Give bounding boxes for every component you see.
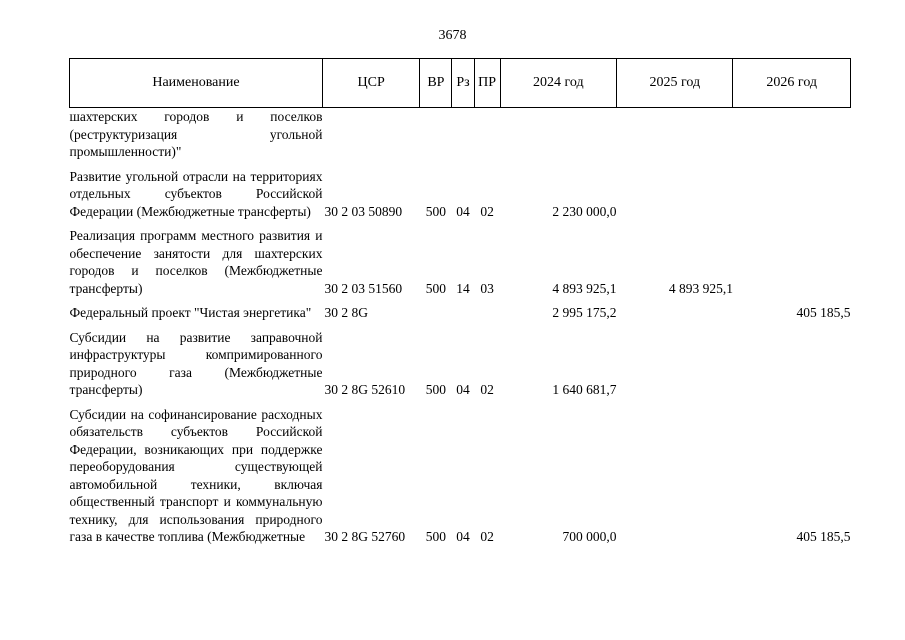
row-2024: 700 000,0 (562, 529, 617, 544)
row-csr: 30 2 8G (324, 305, 368, 320)
row-name: Субсидии на софинансирование расходных обязательств субъектов Российской Федерации, возникающих при поддержке переоборудования существующей автомобильной техники, включая общественный транспорт и коммунальную технику, для использования природного газа в качестве топлива (Межбюджетные (69, 406, 323, 544)
row-vr: 500 (425, 203, 446, 219)
row-pr: 02 (480, 529, 494, 544)
header-2024: 2024 год (500, 59, 616, 108)
row-vr: 500 (425, 280, 446, 296)
table-row (70, 161, 851, 221)
row-2024: 4 893 925,1 (552, 280, 617, 296)
row-name: шахтерских городов и поселков (реструктуризация угольной промышленности)" (69, 109, 323, 159)
row-vr (420, 108, 452, 161)
table-row (70, 297, 851, 322)
row-2025 (617, 108, 733, 161)
header-2026: 2026 год (733, 59, 851, 108)
header-rz: Рз (452, 59, 474, 108)
row-2026 (733, 322, 851, 399)
row-name: Федеральный проект "Чистая энергетика" (69, 305, 312, 320)
row-rz: 04 (456, 529, 470, 544)
row-vr: 500 (425, 382, 446, 397)
page-number: 3678 (438, 28, 467, 43)
header-vr: ВР (420, 59, 452, 108)
row-vr: 500 (425, 529, 446, 544)
row-csr: 30 2 03 51560 (324, 280, 403, 296)
row-pr: 02 (480, 203, 494, 219)
budget-table (69, 58, 851, 546)
row-2026 (733, 108, 851, 161)
row-2026 (733, 161, 851, 221)
row-2025 (617, 161, 733, 221)
header-name: Наименование (70, 59, 323, 108)
row-2026 (733, 220, 851, 297)
row-csr: 30 2 03 50890 (324, 203, 403, 219)
table-row (70, 399, 851, 546)
table-row (70, 322, 851, 399)
row-2025 (617, 399, 733, 546)
row-pr: 02 (480, 382, 494, 397)
row-rz: 14 (456, 280, 470, 296)
table-row (70, 220, 851, 297)
row-2025: 4 893 925,1 (668, 280, 733, 296)
table-header (70, 59, 851, 108)
row-2024: 1 640 681,7 (552, 382, 617, 397)
row-name: Субсидии на развитие заправочной инфраструктуры компримированного природного газа (Межбюджетные трансферты) (69, 329, 323, 397)
header-2025: 2025 год (617, 59, 733, 108)
row-name: Реализация программ местного развития и обеспечение занятости для шахтерских городов и поселков (Межбюджетные трансферты) (69, 228, 323, 296)
row-2024: 2 230 000,0 (552, 203, 617, 219)
row-2026: 405 185,5 (796, 305, 851, 320)
header-csr: ЦСР (322, 59, 419, 108)
row-name: Развитие угольной отрасли на территориях отдельных субъектов Российской Федерации (Межбюджетные трансферты) (69, 168, 323, 219)
row-csr: 30 2 8G 52610 (324, 382, 406, 397)
row-vr (420, 297, 452, 322)
row-rz: 04 (456, 203, 470, 219)
row-pr: 03 (480, 280, 494, 296)
header-pr: ПР (474, 59, 500, 108)
row-rz (452, 108, 474, 161)
row-csr: 30 2 8G 52760 (324, 529, 406, 544)
row-2024 (500, 108, 616, 161)
row-2025 (617, 322, 733, 399)
row-csr (322, 108, 419, 161)
row-2024: 2 995 175,2 (552, 305, 617, 320)
row-rz: 04 (456, 382, 470, 397)
row-pr (474, 108, 500, 161)
row-2025 (617, 297, 733, 322)
row-pr (474, 297, 500, 322)
table-row (70, 108, 851, 161)
row-2026: 405 185,5 (796, 529, 851, 544)
row-rz (452, 297, 474, 322)
